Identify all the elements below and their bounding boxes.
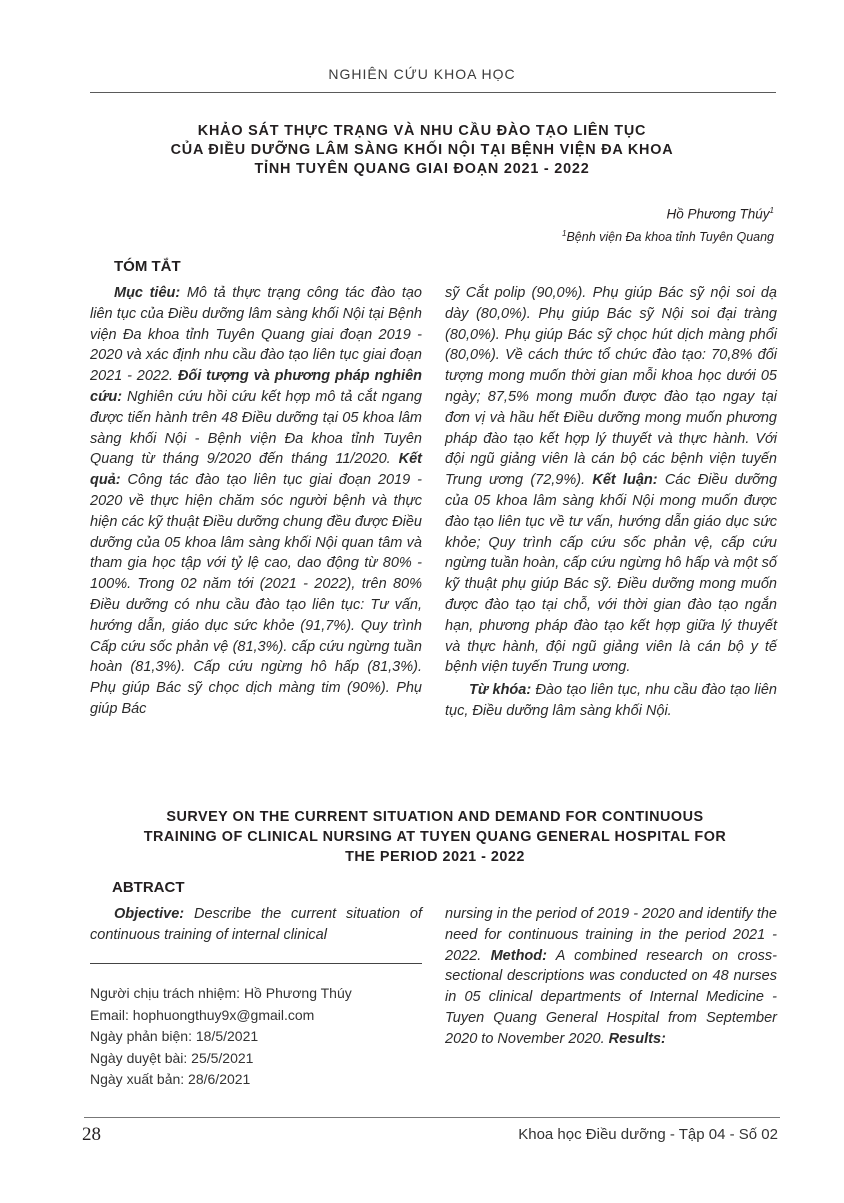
title-en-line: TRAINING OF CLINICAL NURSING AT TUYEN QUANG GENERAL HOSPITAL FOR [143,829,727,845]
abstract-vi-heading: TÓM TẮT [114,258,181,275]
affiliation-line [562,229,774,244]
en-objective-text: Describe the current situation of continuous training of internal clinical [90,906,422,943]
footnote-rule [90,963,422,964]
results-label: Kết quả: [90,451,422,489]
conclusion-label: Kết luận: [592,472,658,489]
method-text: Nghiên cứu hồi cứu kết hợp mô tả cắt ngang được tiến hành trên 48 Điều dưỡng tại 05 khoa lâm sàng khối Nội - Bệnh viện Đa khoa tỉnh Tuyên Quang từ tháng 9/2020 đến tháng 11/2020. [90,388,422,468]
page-number: 28 [82,1124,101,1145]
title-en-line: SURVEY ON THE CURRENT SITUATION AND DEMAND FOR CONTINUOUS [166,809,704,825]
article-title-en [90,807,780,867]
approval-date: Ngày duyệt bài: 25/5/2021 [90,1049,254,1066]
en-objective-text-cont: nursing in the period of 2019 - 2020 and identify the need for continuous training in the period 2021 - 2022. [445,906,777,964]
title-vi-line: CỦA ĐIỀU DƯỠNG LÂM SÀNG KHỐI NỘI TẠI BỆNH VIỆN ĐA KHOA [170,142,674,158]
title-vi-line: TỈNH TUYÊN QUANG GIAI ĐOẠN 2021 - 2022 [254,161,590,177]
title-en-line: THE PERIOD 2021 - 2022 [345,849,525,865]
abstract-en-col1 [90,904,422,946]
abstract-vi-col2 [445,283,777,722]
en-results-label: Results: [608,1030,666,1047]
abstract-en-heading: ABTRACT [112,879,185,896]
keywords-text: Đào tạo liên tục, nhu cầu đào tạo liên tục, Điều dưỡng lâm sàng khối Nội. [445,682,777,719]
en-objective-label: Objective: [114,906,185,922]
en-method-text: A combined research on cross-sectional descriptions was conducted on 48 nurses in 05 clinical departments of Internal Medicine - Tuyen Quang General Hospital from September 2020 to November 2020. [445,947,777,1047]
responsible-person: Người chịu trách nhiệm: Hồ Phương Thúy [90,985,352,1001]
correspondence-info [90,983,352,1091]
objective-text: Mô tả thực trạng công tác đào tạo liên tục của Điều dưỡng lâm sàng khối Nội tại Bệnh viện Đa khoa tỉnh Tuyên Quang giai đoạn 2019 - 2020 và xác định nhu cầu đào tạo liên tục giai đoạn 2021 - 2022. [90,285,422,385]
review-date: Ngày phản biện: 18/5/2021 [90,1028,259,1044]
affiliation: Bệnh viện Đa khoa tỉnh Tuyên Quang [566,230,774,245]
publish-date: Ngày xuất bản: 28/6/2021 [90,1071,251,1087]
method-label: Đối tượng và phương pháp nghiên cứu: [90,368,422,405]
conclusion-text: Các Điều dưỡng của 05 khoa lâm sàng khối Nội mong muốn được đào tạo liên tục về tư vấn, hướng dẫn giáo dục sức khỏe; Quy trình cấp cứu sốc phản vệ, cấp cứu ngừng tuần hoàn, cấp cứu ngừng hô hấp và một số kỹ thuật phụ giúp Bác sỹ. Điều dưỡng mong muốn được đào tạo tại chỗ, với thời gian đào tạo ngắn hạn, phương pháp đào tạo kết hợp giữa lý thuyết và thực hành, đội ngũ giảng viên là cán bộ y tế bệnh viện tuyến Trung ương. [445,472,778,676]
author-sup: 1 [769,206,774,215]
keywords-label: Từ khóa: [469,682,532,699]
email: Email: hophuongthuy9x@gmail.com [90,1006,315,1023]
abstract-en-col2 [445,904,777,1050]
footer-rule [84,1117,780,1118]
en-method-label: Method: [490,947,547,964]
journal-name: Khoa học Điều dưỡng - Tập 04 - Số 02 [518,1126,778,1143]
objective-label: Mục tiêu: [114,285,181,301]
results-text: Công tác đào tạo liên tục giai đoạn 2019 - 2020 về thực hiện chăm sóc người bệnh và thực hiện các kỹ thuật Điều dưỡng chung đều được Điều dưỡng của 05 khoa lâm sàng khối Nội quan tâm và tham gia học tập với tỷ lệ cao, dao động từ 80% - 100%. Trong 02 năm tới (2021 - 2022), trên 80% Điều dưỡng có nhu cầu đào tạo liên tục: Tư vấn, hướng dẫn, giáo dục sức khỏe (91,7%). Quy trình Cấp cứu sốc phản vệ (81,3%). cấp cứu ngừng tuần hoàn (81,3%). Cấp cứu ngừng hô hấp (81,3%). Phụ giúp Bác sỹ chọc dịch màng tim (90%). Phụ giúp Bác [90,472,422,717]
article-title-vi [100,122,744,179]
abstract-vi-col1 [90,283,422,720]
affiliation-sup: 1 [562,229,567,238]
title-vi-line: KHẢO SÁT THỰC TRẠNG VÀ NHU CẦU ĐÀO TẠO LIÊN TỤC [197,123,647,139]
results-text-cont: sỹ Cắt polip (90,0%). Phụ giúp Bác sỹ nội soi dạ dày (80,0%). Phụ giúp Bác sỹ Nội soi đại tràng (80,0%). Phụ giúp Bác sỹ chọc hút dịch màng phổi (80,0%). Về cách thức tổ chức đào tạo: 70,8% đối tượng mong muốn thời gian mỗi khoa học dưới 05 ngày; 87,5% mong muốn được đào tạo ngay tại đơn vị và hầu hết Điều dưỡng mong muốn phương pháp đào tạo kết hợp lý thuyết và thực hành. Với đội ngũ giảng viên là cán bộ các bệnh viện tuyến Trung ương (72,9%). [445,285,777,489]
section-header: NGHIÊN CỨU KHOA HỌC [328,66,516,82]
author-name: Hồ Phương Thúy [666,206,770,222]
author-line [667,206,774,222]
header-rule [90,92,776,93]
